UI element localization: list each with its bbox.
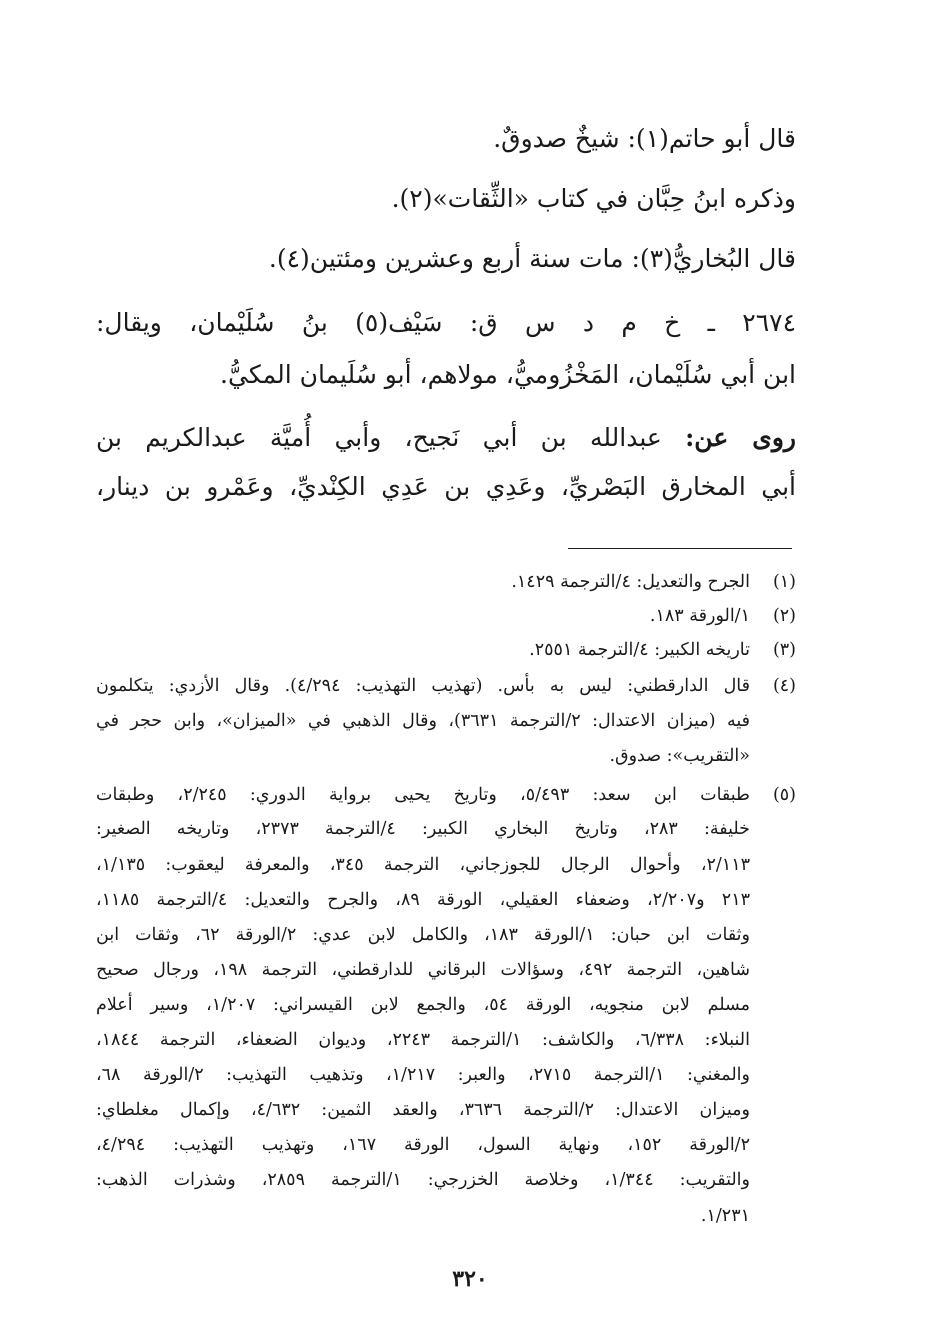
footnote-text: والمغني: ١/الترجمة ٢٧١٥، والعبر: ١/٢١٧، وتذهيب التهذيب: ٢/الورقة ٦٨،: [96, 1065, 750, 1085]
footnote-number: (٢): [772, 606, 796, 626]
footnote-text: ١/٢٣١.: [700, 1206, 750, 1226]
footnote-text: «التقريب»: صدوق.: [609, 746, 750, 766]
footnote-number: (٤): [772, 676, 796, 696]
entry-line-7: أبي المخارق البَصْريِّ، وعَدِي بن عَدِي الكِنْديِّ، وعَمْرو بن دينار،: [96, 472, 796, 501]
entry-line-4: ٢٦٧٤ ـ خ م د س ق: سَيْف(٥) بنُ سُلَيْمان، ويقال:: [96, 308, 796, 337]
entry-line-6-text: عبدالله بن أبي نَجيح، وأبي أُميَّة عبدالكريم بن: [96, 423, 662, 452]
footnote-text: وثقات ابن حبان: ١/الورقة ١٨٣، والكامل لابن عدي: ٢/الورقة ٦٢، وثقات ابن: [96, 925, 750, 945]
footnote-text: شاهين، الترجمة ٤٩٢، وسؤالات البرقاني للدارقطني، الترجمة ١٩٨، ورجال صحيح: [96, 960, 750, 980]
footnote-text: قال الدارقطني: ليس به بأس. (تهذيب التهذيب: ٤/٢٩٤). وقال الأزدي: يتكلمون: [96, 676, 750, 696]
entry-line-6: [96, 423, 796, 452]
riwaya-label: روى عن:: [685, 423, 796, 452]
footnote-text: الجرح والتعديل: ٤/الترجمة ١٤٢٩.: [511, 572, 750, 592]
page-number: ٣٢٠: [452, 1266, 488, 1292]
footnote-text: مسلم لابن منجويه، الورقة ٥٤، والجمع لابن القيسراني: ١/٢٠٧، وسير أعلام: [96, 995, 750, 1015]
footnote-text: ١/الورقة ١٨٣.: [649, 606, 750, 626]
entry-line-1: قال أبو حاتم(١): شيخٌ صدوقٌ.: [493, 124, 796, 153]
footnote-text: وميزان الاعتدال: ٢/الترجمة ٣٦٣٦، والعقد الثمين: ٤/٦٣٢، وإكمال مغلطاي:: [96, 1100, 750, 1120]
footnote-text: ٢١٣ و٢/٢٠٧، وضعفاء العقيلي، الورقة ٨٩، والجرح والتعديل: ٤/الترجمة ١١٨٥،: [96, 890, 750, 910]
footnote-separator: [568, 548, 792, 549]
footnote-text: فيه (ميزان الاعتدال: ٢/الترجمة ٣٦٣١)، وقال الذهبي في «الميزان»، وابن حجر في: [96, 711, 750, 731]
footnote-text: ٢/الورقة ١٥٢، ونهاية السول، الورقة ١٦٧، وتهذيب التهذيب: ٤/٢٩٤،: [96, 1135, 750, 1155]
footnote-number: (١): [772, 572, 796, 592]
entry-line-5: ابن أبي سُلَيْمان، المَخْزُوميُّ، مولاهم، أبو سُلَيمان المكيُّ.: [220, 360, 796, 389]
footnote-text: خليفة: ٢٨٣، وتاريخ البخاري الكبير: ٤/الترجمة ٢٣٧٣، وتاريخه الصغير:: [96, 819, 750, 839]
entry-line-2: وذكره ابنُ حِبَّان في كتاب «الثِّقات»(٢).: [391, 184, 796, 213]
footnote-text: تاريخه الكبير: ٤/الترجمة ٢٥٥١.: [529, 640, 750, 660]
footnote-text: ٢/١١٣، وأحوال الرجال للجوزجاني، الترجمة ٣٤٥، والمعرفة ليعقوب: ١/١٣٥،: [96, 855, 750, 875]
footnote-number: (٣): [772, 640, 796, 660]
footnote-text: طبقات ابن سعد: ٥/٤٩٣، وتاريخ يحيى برواية الدوري: ٢/٢٤٥، وطبقات: [96, 785, 750, 805]
footnote-text: والتقريب: ١/٣٤٤، وخلاصة الخزرجي: ١/الترجمة ٢٨٥٩، وشذرات الذهب:: [96, 1170, 750, 1190]
footnote-number: (٥): [772, 785, 796, 805]
entry-line-3: قال البُخاريُّ(٣): مات سنة أربع وعشرين ومئتين(٤).: [268, 244, 796, 273]
footnote-text: النبلاء: ٦/٣٣٨، والكاشف: ١/الترجمة ٢٢٤٣، وديوان الضعفاء، الترجمة ١٨٤٤،: [96, 1030, 750, 1050]
